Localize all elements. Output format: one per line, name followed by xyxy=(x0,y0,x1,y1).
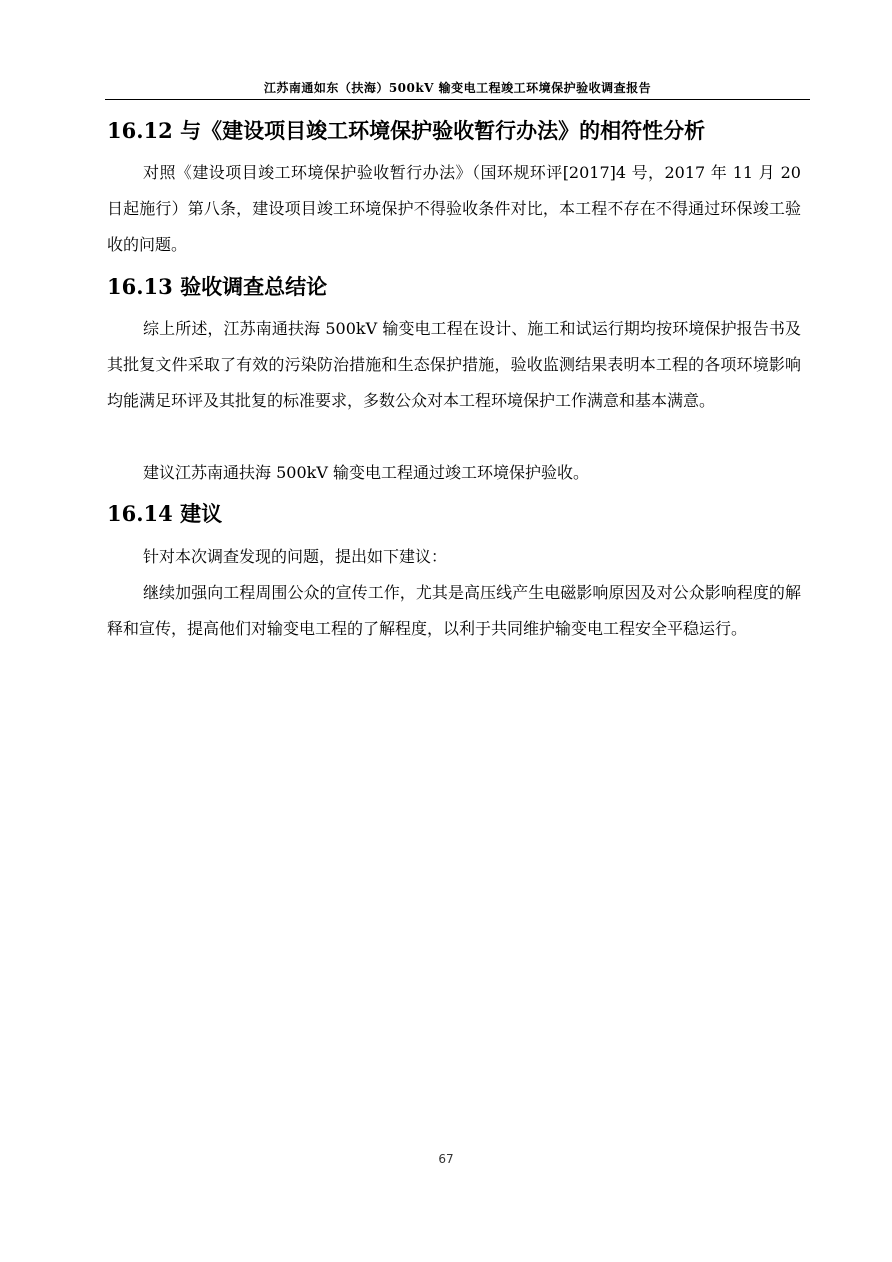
section-16-12-paragraph: 对照《建设项目竣工环境保护验收暂行办法》（国环规环评[2017]4 号，2017 年 11 月 20 日起施行）第八条，建设项目竣工环境保护不得验收条件对比，本工程不存在不得通过环保竣工验收的问题。 xyxy=(107,163,801,254)
header-rule xyxy=(105,99,810,100)
section-16-14-paragraph-2: 继续加强向工程周围公众的宣传工作，尤其是高压线产生电磁影响原因及对公众影响程度的解释和宣传，提高他们对输变电工程的了解程度，以利于共同维护输变电工程安全平稳运行。 xyxy=(107,583,801,638)
page-number: 67 xyxy=(438,1152,454,1166)
section-heading-16-13: 16.13 验收调查总结论 xyxy=(107,274,328,299)
section-heading-16-12: 16.12 与《建设项目竣工环境保护验收暂行办法》的相符性分析 xyxy=(107,118,706,143)
section-16-13-paragraph-1: 综上所述，江苏南通扶海 500kV 输变电工程在设计、施工和试运行期均按环境保护报告书及其批复文件采取了有效的污染防治措施和生态保护措施，验收监测结果表明本工程的各项环境影响均能满足环评及其批复的标准要求，多数公众对本工程环境保护工作满意和基本满意。 xyxy=(107,319,801,410)
section-16-14-paragraph-1: 针对本次调查发现的问题，提出如下建议： xyxy=(143,547,448,566)
section-heading-16-14: 16.14 建议 xyxy=(107,501,223,526)
running-header: 江苏南通如东（扶海）500kV 输变电工程竣工环境保护验收调查报告 xyxy=(263,81,652,95)
section-16-13-paragraph-2: 建议江苏南通扶海 500kV 输变电工程通过竣工环境保护验收。 xyxy=(143,463,589,482)
